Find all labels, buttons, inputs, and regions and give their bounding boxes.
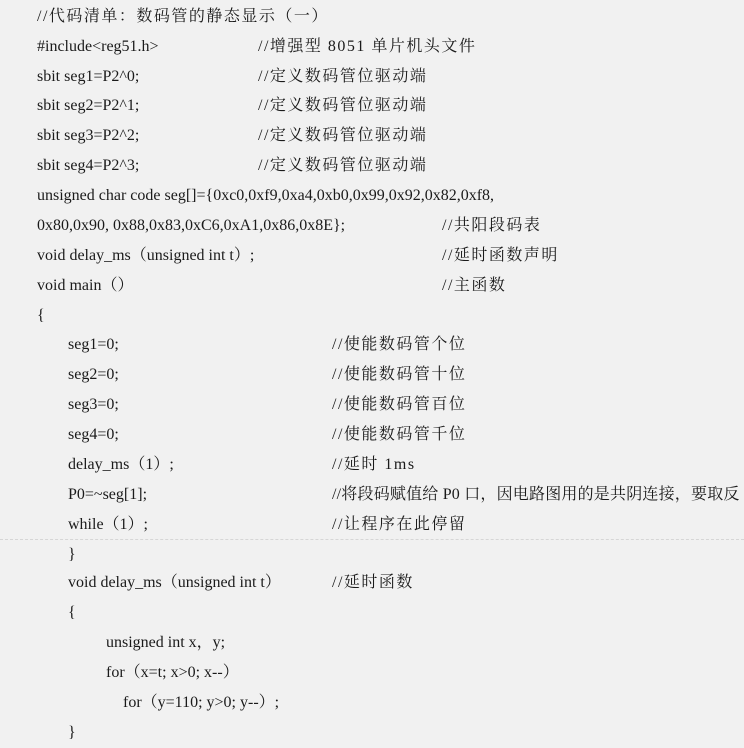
code-text: void main（） [37,277,134,294]
code-text: { [68,604,76,621]
code-text: void delay_ms（unsigned int t）; [37,247,255,264]
code-text: sbit seg4=P2^3; [37,157,140,174]
code-text: for（x=t; x>0; x--） [106,664,239,681]
code-line [0,2,744,32]
code-comment: //使能数码管千位 [332,426,467,443]
code-comment: //定义数码管位驱动端 [258,127,428,144]
code-text: } [68,546,76,563]
code-line [0,510,744,540]
code-text: seg4=0; [68,426,119,443]
code-line [0,301,744,331]
code-line [0,181,744,211]
code-line [0,62,744,92]
code-comment: //将段码赋值给 P0 口，因电路图用的是共阴连接，要取反 [332,486,740,503]
code-comment: //定义数码管位驱动端 [258,68,428,85]
code-text: while（1）; [68,516,148,533]
code-comment: //延时函数 [332,574,414,591]
code-line [0,91,744,121]
code-line [0,658,744,688]
code-line [0,32,744,62]
code-comment: //延时 1ms [332,456,416,473]
code-line [0,151,744,181]
code-comment: //定义数码管位驱动端 [258,97,428,114]
code-line [0,121,744,151]
code-line [0,598,744,628]
code-comment: //代码清单：数码管的静态显示（一） [37,8,329,25]
code-text: sbit seg1=P2^0; [37,68,140,85]
code-text: #include<reg51.h> [37,38,159,55]
code-text: delay_ms（1）; [68,456,174,473]
code-text: seg1=0; [68,336,119,353]
code-line [0,211,744,241]
code-comment: //定义数码管位驱动端 [258,157,428,174]
code-text: P0=~seg[1]; [68,486,148,503]
code-line [0,480,744,510]
code-text: seg3=0; [68,396,119,413]
code-comment: //让程序在此停留 [332,516,467,533]
code-text: unsigned int x，y; [106,634,226,651]
code-line [0,330,744,360]
code-text: void delay_ms（unsigned int t） [68,574,281,591]
code-text: } [68,724,76,741]
code-text: { [37,307,45,324]
code-comment: //增强型 8051 单片机头文件 [258,38,477,55]
code-comment: //共阳段码表 [442,217,542,234]
code-line [0,540,744,570]
code-comment: //延时函数声明 [442,247,559,264]
code-line [0,360,744,390]
code-line [0,271,744,301]
code-line [0,390,744,420]
code-line [0,688,744,718]
code-text: for（y=110; y>0; y--）; [123,694,280,711]
code-line [0,241,744,271]
code-text: 0x80,0x90, 0x88,0x83,0xC6,0xA1,0x86,0x8E}; [37,217,346,234]
code-comment: //使能数码管个位 [332,336,467,353]
code-comment: //使能数码管百位 [332,396,467,413]
code-line [0,450,744,480]
code-text: sbit seg2=P2^1; [37,97,140,114]
code-text: sbit seg3=P2^2; [37,127,140,144]
code-comment: //主函数 [442,277,507,294]
code-text: seg2=0; [68,366,119,383]
code-text: unsigned char code seg[]={0xc0,0xf9,0xa4,0xb0,0x99,0x92,0x82,0xf8, [37,187,495,204]
code-line [0,420,744,450]
code-comment: //使能数码管十位 [332,366,467,383]
code-line [0,568,744,598]
code-line [0,628,744,658]
